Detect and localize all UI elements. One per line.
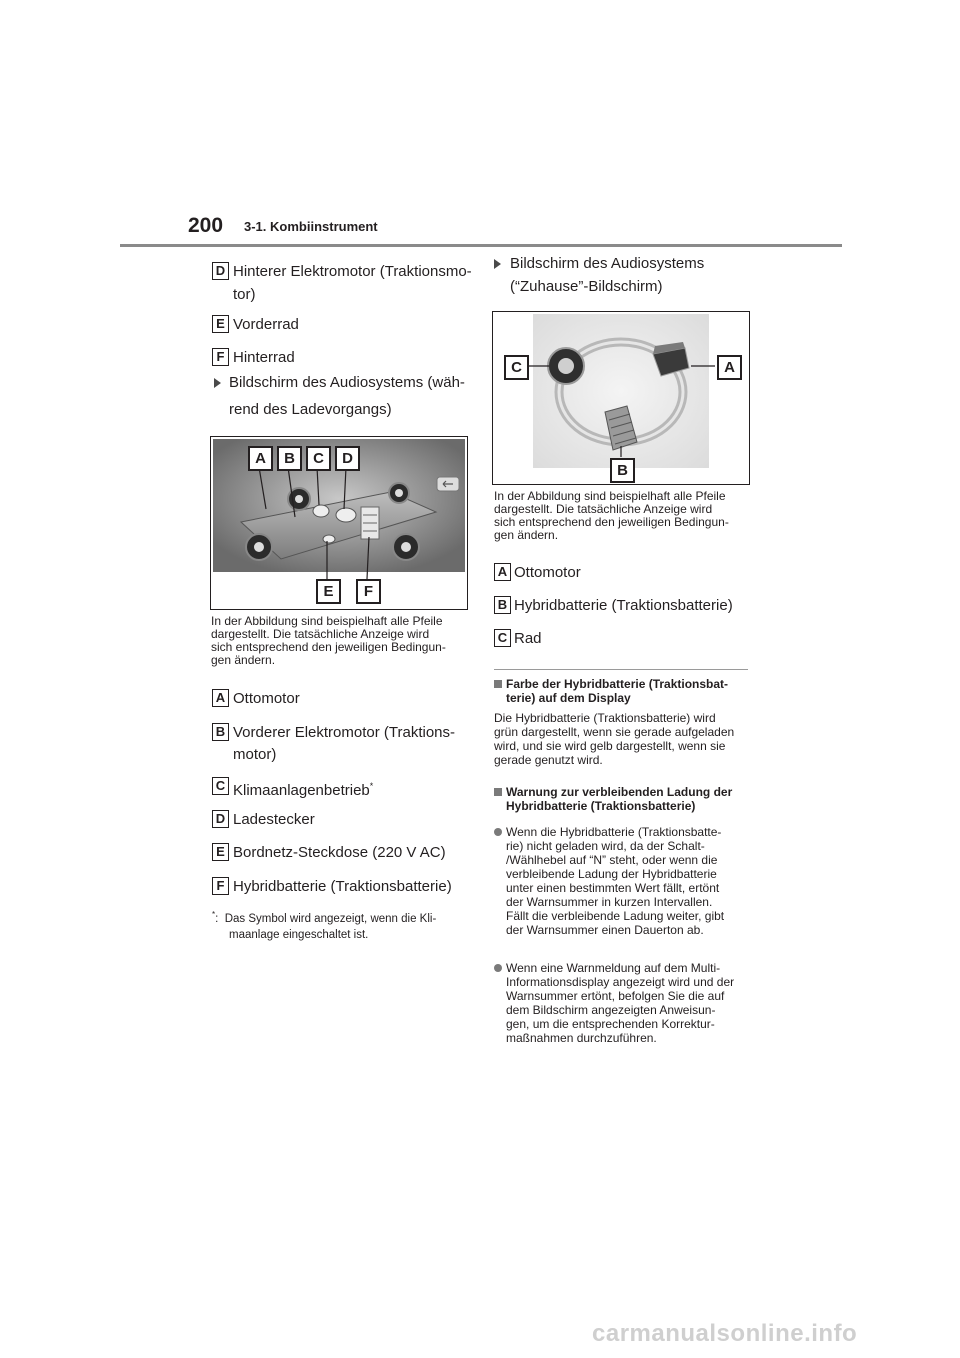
dot1-line6: der Warnsummer in kurzen Intervallen.	[506, 895, 713, 909]
bullet-triangle-icon-2	[494, 259, 501, 269]
heading1-line2: terie) auf dem Display	[506, 691, 631, 705]
dot1-line2: rie) nicht geladen wird, da der Schalt-	[506, 839, 705, 853]
dot1-line4: verbleibende Ladung der Hybridbatterie	[506, 867, 717, 881]
callout-d: D	[335, 446, 360, 471]
item-f-text: Hinterrad	[233, 349, 295, 366]
footnote-marker: *	[212, 910, 216, 919]
dot1-line1: Wenn die Hybridbatterie (Traktionsbatte-	[506, 825, 722, 839]
right-item-badge-b: B	[494, 596, 511, 614]
section-title: 3-1. Kombiinstrument	[244, 219, 378, 234]
dot2-line5: gen, um die entsprechenden Korrektur-	[506, 1017, 715, 1031]
callout-a: A	[248, 446, 273, 471]
footnote-line2: maanlage eingeschaltet ist.	[229, 929, 369, 941]
section-divider	[494, 669, 748, 670]
callout-b: B	[277, 446, 302, 471]
dot1-line3: /Wählhebel auf “N” steht, oder wenn die	[506, 853, 718, 867]
item-e-text: Vorderrad	[233, 316, 299, 333]
bullet-dot-icon	[494, 828, 502, 836]
right-item-c-text: Rad	[514, 630, 542, 647]
dot2-line4: dem Bildschirm angezeigten Anweisun-	[506, 1003, 716, 1017]
item-a-text: Ottomotor	[233, 690, 300, 707]
item-d-line1: Hinterer Elektromotor (Traktionsmo-	[233, 263, 472, 280]
callout-b-home: B	[610, 458, 635, 483]
right-bullet1-line1: Bildschirm des Audiosystems	[510, 255, 705, 272]
bullet1-line2: rend des Ladevorgangs)	[229, 401, 392, 418]
callout-a-home: A	[717, 355, 742, 380]
heading1-line1: Farbe der Hybridbatterie (Traktionsbat-	[506, 677, 729, 691]
callout-c-home: C	[504, 355, 529, 380]
right-item-badge-a: A	[494, 563, 511, 581]
dot2-line2: Informationsdisplay angezeigt wird und der	[506, 975, 735, 989]
caption1-line3: sich entsprechend den jeweiligen Bedingun-	[211, 640, 446, 654]
heading-square-icon-2	[494, 788, 502, 796]
item-badge-e2: E	[212, 843, 229, 861]
item-b-line1: Vorderer Elektromotor (Traktions-	[233, 724, 456, 741]
footnote-text-1: Das Symbol wird angezeigt, wenn die Kli-	[224, 912, 437, 925]
figure-home-screen	[492, 311, 750, 485]
caption2-line2: dargestellt. Die tatsächliche Anzeige wird	[494, 502, 713, 516]
item-badge-a: A	[212, 689, 229, 707]
item-badge-d2: D	[212, 810, 229, 828]
heading2-line2: Hybridbatterie (Traktionsbatterie)	[506, 799, 696, 813]
item-c-text	[233, 773, 373, 804]
item-b-line2: motor)	[233, 746, 277, 763]
dot2-line1: Wenn eine Warnmeldung auf dem Multi-	[506, 961, 721, 975]
caption2-line4: gen ändern.	[494, 528, 559, 542]
footnote-line1: *: Das Symbol wird angezeigt, wenn die Kli-	[212, 910, 437, 925]
watermark: carmanualsonline.info	[592, 1320, 858, 1347]
right-bullet1-line2: (“Zuhause”-Bildschirm)	[510, 278, 663, 295]
page-number: 200	[188, 214, 224, 237]
bullet-dot-icon-2	[494, 964, 502, 972]
caption1-line4: gen ändern.	[211, 653, 276, 667]
item-badge-c: C	[212, 777, 229, 795]
item-badge-f: F	[212, 348, 229, 366]
para1-line4: gerade genutzt wird.	[494, 753, 603, 767]
dot2-line3: Warnsummer ertönt, befolgen Sie die auf	[506, 989, 725, 1003]
callout-f: F	[356, 579, 381, 604]
para1-line3: wird, und sie wird gelb dargestellt, wenn sie	[494, 739, 726, 753]
caption1-line1: In der Abbildung sind beispielhaft alle Pfeile	[211, 614, 443, 628]
item-d-line2: tor)	[233, 286, 256, 303]
callout-c: C	[306, 446, 331, 471]
right-item-a-text: Ottomotor	[514, 564, 581, 581]
bullet1-line1: Bildschirm des Audiosystems (wäh-	[229, 374, 465, 391]
bullet-triangle-icon	[214, 378, 221, 388]
dot1-line5: unter einen bestimmten Wert fällt, ertönt	[506, 881, 720, 895]
item-f2-text: Hybridbatterie (Traktionsbatterie)	[233, 878, 452, 895]
item-c-sup: *	[369, 781, 374, 791]
para1-line2: grün dargestellt, wenn sie gerade aufgeladen	[494, 725, 735, 739]
heading2-line1: Warnung zur verbleibenden Ladung der	[506, 785, 733, 799]
dot1-line7: Fällt die verbleibende Ladung weiter, gibt	[506, 909, 725, 923]
heading-square-icon	[494, 680, 502, 688]
right-item-badge-c: C	[494, 629, 511, 647]
para1-line1: Die Hybridbatterie (Traktionsbatterie) wird	[494, 711, 716, 725]
caption2-line3: sich entsprechend den jeweiligen Bedingun-	[494, 515, 729, 529]
item-badge-d: D	[212, 262, 229, 280]
callout-e: E	[316, 579, 341, 604]
item-c-label: Klimaanlagenbetrieb	[233, 782, 370, 799]
caption1-line2: dargestellt. Die tatsächliche Anzeige wird	[211, 627, 430, 641]
caption2-line1: In der Abbildung sind beispielhaft alle Pfeile	[494, 489, 726, 503]
header-rule	[120, 244, 842, 247]
item-e2-text: Bordnetz-Steckdose (220 V AC)	[233, 844, 446, 861]
dot2-line6: maßnahmen durchzuführen.	[506, 1031, 657, 1045]
item-badge-b: B	[212, 723, 229, 741]
figure-charging-screen	[210, 436, 468, 610]
right-item-b-text: Hybridbatterie (Traktionsbatterie)	[514, 597, 733, 614]
item-badge-e: E	[212, 315, 229, 333]
item-badge-f2: F	[212, 877, 229, 895]
item-d2-text: Ladestecker	[233, 811, 315, 828]
dot1-line8: der Warnsummer einen Dauerton ab.	[506, 923, 704, 937]
